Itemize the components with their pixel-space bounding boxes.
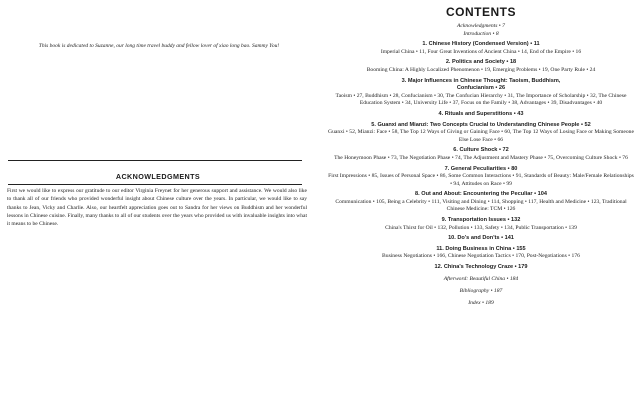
chapter-title[interactable]: 7. General Peculiarities • 80 [444, 165, 518, 172]
chapter-sections: Business Negotiations • 166, Chinese Negotiation Tactics • 170, Post-Negotiations • 176 [382, 253, 580, 260]
toc-index[interactable]: Index • 189 [468, 299, 494, 306]
toc-chapter [322, 166, 640, 189]
toc-chapter [322, 235, 640, 243]
toc-chapter [322, 217, 640, 232]
toc-chapter [322, 246, 640, 261]
table-of-contents [322, 23, 640, 308]
chapter-title[interactable]: 10. Do's and Don'ts • 141 [448, 235, 514, 242]
toc-chapter [322, 264, 640, 272]
contents-title: CONTENTS [446, 5, 516, 19]
chapter-sections: Imperial China • 11, Four Great Inventions of Ancient China • 14, End of the Empire • 16 [380, 48, 582, 55]
toc-chapter [322, 147, 640, 162]
chapter-sections: Booming China: A Highly Localized Phenomenon • 19, Emerging Problems • 19, One Party Rule • 24 [366, 66, 596, 73]
chapter-sections: Guanxi • 52, Mianzi: Face • 58, The Top 12 Ways of Giving or Gaining Face • 60, The Top 12 Ways of Losing Face or Making Someone Else Lose Face • 66 [328, 129, 634, 143]
toc-chapter [322, 78, 640, 108]
chapter-sections: First Impressions • 85, Issues of Personal Space • 86, Some Common Interactions • 91, Standards of Beauty: Male/Female Relationships • 94, Attitudes on Race • 99 [328, 173, 634, 187]
acknowledgments-heading: ACKNOWLEDGMENTS [115, 172, 201, 181]
chapter-title[interactable]: 4. Rituals and Superstitions • 43 [438, 110, 524, 117]
chapter-title[interactable]: 8. Out and About: Encountering the Peculiar • 104 [415, 191, 547, 198]
chapter-sections: The Honeymoon Phase • 73, The Negotiation Phase • 74, The Adjustment and Mastery Phase • 75, Overcoming Culture Shock • 76 [334, 154, 628, 161]
toc-chapter [322, 122, 640, 145]
toc-chapter [322, 59, 640, 74]
toc-chapter [322, 41, 640, 56]
dedication-text: This book is dedicated to Suzanne, our long time travel buddy and fellow lover of xiao long bao. Sammy You! [38, 43, 280, 49]
chapter-sections: Communication • 105, Being a Celebrity • 111, Visiting and Dining • 114, Shopping • 117, Health and Medicine • 123, Traditional Chinese Medicine: TCM • 126 [335, 198, 627, 213]
chapter-sections: China's Thirst for Oil • 132, Pollution • 133, Safety • 134, Public Transportation • 139 [385, 224, 577, 231]
chapter-title[interactable]: 5. Guanxi and Mianzi: Two Concepts Crucial to Understanding Chinese People • 52 [371, 121, 591, 128]
right-page [322, 0, 640, 401]
chapter-title[interactable]: 2. Politics and Society • 18 [445, 59, 517, 66]
toc-front-acknowledgments[interactable]: Acknowledgments • 7 [457, 23, 505, 29]
toc-afterword[interactable]: Afterword: Beautiful China • 184 [443, 275, 519, 282]
chapter-title[interactable]: 11. Doing Business in China • 155 [436, 245, 526, 252]
chapter-title[interactable]: 3. Major Influences in Chinese Thought: Taoism, Buddhism, Confucianism • 26 [401, 77, 561, 92]
toc-chapter [322, 111, 640, 119]
toc-chapter [322, 191, 640, 214]
toc-front-introduction[interactable]: Introduction • 8 [463, 30, 499, 37]
chapter-title[interactable]: 6. Culture Shock • 72 [453, 147, 509, 154]
chapter-title[interactable]: 9. Transportation Issues • 132 [441, 217, 521, 224]
chapter-sections: Taoism • 27, Buddhism • 28, Confucianism • 30, The Confucian Hierarchy • 31, The Importance of Scholarship • 32, The Chinese Education System • 34, University Life • 37, Focus on the Family • 38, Advantages • 39, Disadvantages • 40 [335, 92, 627, 107]
acknowledgments-body: First we would like to express our gratitude to our editor Virginia Freynet for her generous support and assistance. We would also like to thank all of our friends who provided wonderful insight about Chinese culture over the years. In particular, we would like to say thanks to Jean, Vicky and Charlie. Also, our heartfelt appreciation goes out to Sandra for her views on Buddhism and her wonderful lessons in Chinese cuisine. Finally, many thanks to all of our students over the years who provided us with invaluable insights into what it means to be Chinese. [7, 188, 307, 228]
toc-bibliography[interactable]: Bibliography • 187 [459, 287, 503, 294]
chapter-title[interactable]: 12. China's Technology Craze • 179 [434, 264, 528, 271]
left-page [0, 0, 316, 401]
chapter-title[interactable]: 1. Chinese History (Condensed Version) • 11 [422, 41, 540, 48]
divider-top [8, 160, 302, 161]
divider-bottom [8, 184, 302, 185]
